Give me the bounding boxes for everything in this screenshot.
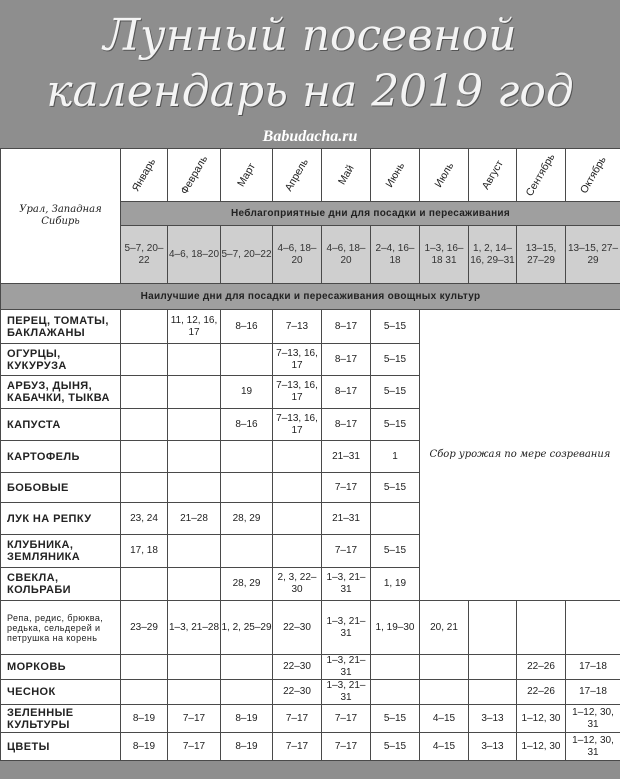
best-days-cell: 7–17 <box>322 733 371 761</box>
best-days-cell: 7–17 <box>168 705 221 733</box>
best-days-cell: 7–17 <box>273 733 322 761</box>
crop-row <box>1 680 620 705</box>
best-days-cell: 1–12, 30 <box>517 733 566 761</box>
best-days-cell: 23–29 <box>121 601 168 655</box>
best-days-cell: 1 <box>371 441 420 473</box>
crop-row <box>1 705 620 733</box>
month-header: Октябрь <box>566 149 620 202</box>
best-days-cell <box>221 473 273 503</box>
best-days-heading: Наилучшие дни для посадки и пересаживания овощных культур <box>1 284 620 310</box>
best-days-cell: 5–15 <box>371 733 420 761</box>
crop-name: ПЕРЕЦ, ТОМАТЫ, БАКЛАЖАНЫ <box>1 310 121 344</box>
unfavorable-cell: 4–6, 18–20 <box>273 226 322 284</box>
crop-name: ЦВЕТЫ <box>1 733 121 761</box>
unfavorable-heading: Неблагоприятные дни для посадки и пересаживания <box>121 202 620 226</box>
best-heading-row <box>1 284 620 310</box>
month-header: Июль <box>420 149 469 202</box>
best-days-cell <box>168 441 221 473</box>
best-days-cell <box>121 473 168 503</box>
best-days-cell: 1–12, 30, 31 <box>566 705 620 733</box>
best-days-cell: 1, 19–30 <box>371 601 420 655</box>
best-days-cell: 1–12, 30, 31 <box>566 733 620 761</box>
best-days-cell <box>371 655 420 680</box>
best-days-cell: 8–19 <box>221 733 273 761</box>
best-days-cell: 22–26 <box>517 680 566 705</box>
best-days-cell <box>168 568 221 601</box>
best-days-cell: 3–13 <box>469 733 517 761</box>
best-days-cell: 5–15 <box>371 705 420 733</box>
best-days-cell: 17–18 <box>566 680 620 705</box>
best-days-cell: 4–15 <box>420 705 469 733</box>
best-days-cell: 8–19 <box>221 705 273 733</box>
month-header: Апрель <box>273 149 322 202</box>
best-days-cell: 1–3, 21–31 <box>322 601 371 655</box>
unfavorable-cell: 13–15, 27–29 <box>566 226 620 284</box>
best-days-cell: 7–17 <box>322 535 371 568</box>
best-days-cell <box>221 680 273 705</box>
crop-row <box>1 733 620 761</box>
best-days-cell: 21–31 <box>322 503 371 535</box>
best-days-cell: 5–15 <box>371 535 420 568</box>
best-days-cell <box>221 655 273 680</box>
month-header: Январь <box>121 149 168 202</box>
best-days-cell <box>168 535 221 568</box>
best-days-cell <box>221 441 273 473</box>
best-days-cell <box>121 344 168 376</box>
best-days-cell: 8–17 <box>322 376 371 409</box>
best-days-cell <box>371 503 420 535</box>
best-days-cell <box>221 344 273 376</box>
crop-name: МОРКОВЬ <box>1 655 121 680</box>
best-days-cell: 2, 3, 22–30 <box>273 568 322 601</box>
month-header: Август <box>469 149 517 202</box>
best-days-cell: 28, 29 <box>221 503 273 535</box>
best-days-cell: 1, 2, 25–29 <box>221 601 273 655</box>
best-days-cell: 21–28 <box>168 503 221 535</box>
best-days-cell <box>420 680 469 705</box>
best-days-cell: 21–31 <box>322 441 371 473</box>
crop-name: КАРТОФЕЛЬ <box>1 441 121 473</box>
best-days-cell: 1–3, 21–31 <box>322 568 371 601</box>
best-days-cell <box>371 680 420 705</box>
best-days-cell <box>121 568 168 601</box>
month-header-row <box>1 149 620 202</box>
best-days-cell: 1, 19 <box>371 568 420 601</box>
crop-name: ОГУРЦЫ, КУКУРУЗА <box>1 344 121 376</box>
harvest-note: Сбор урожая по мере созревания <box>420 310 620 601</box>
title-line-1: Лунный посевной <box>103 10 517 61</box>
crop-name: Репа, редис, брюква, редька, сельдерей и петрушка на корень <box>1 601 121 655</box>
best-days-cell <box>420 655 469 680</box>
best-days-cell: 8–17 <box>322 344 371 376</box>
best-days-cell: 1–3, 21–28 <box>168 601 221 655</box>
best-days-cell: 17–18 <box>566 655 620 680</box>
best-days-cell: 7–13, 16, 17 <box>273 376 322 409</box>
best-days-cell <box>168 409 221 441</box>
best-days-cell <box>168 473 221 503</box>
best-days-cell: 20, 21 <box>420 601 469 655</box>
month-header: Май <box>322 149 371 202</box>
unfavorable-cell: 4–6, 18–20 <box>168 226 221 284</box>
best-days-cell: 7–13, 16, 17 <box>273 409 322 441</box>
best-days-cell <box>168 655 221 680</box>
best-days-cell: 5–15 <box>371 376 420 409</box>
site-watermark: Babudacha.ru <box>262 128 358 145</box>
best-days-cell <box>469 680 517 705</box>
best-days-cell: 8–19 <box>121 733 168 761</box>
best-days-cell <box>168 680 221 705</box>
best-days-cell <box>221 535 273 568</box>
best-days-cell: 8–17 <box>322 409 371 441</box>
best-days-cell: 1–3, 21–31 <box>322 655 371 680</box>
best-days-cell: 22–26 <box>517 655 566 680</box>
best-days-cell: 7–17 <box>322 473 371 503</box>
best-days-cell <box>168 376 221 409</box>
best-days-cell: 7–17 <box>322 705 371 733</box>
best-days-cell: 8–16 <box>221 409 273 441</box>
crop-name: ЧЕСНОК <box>1 680 121 705</box>
best-days-cell <box>121 655 168 680</box>
unfavorable-cell: 1, 2, 14–16, 29–31 <box>469 226 517 284</box>
best-days-cell: 22–30 <box>273 680 322 705</box>
crop-row <box>1 601 620 655</box>
best-days-cell: 1–3, 21–31 <box>322 680 371 705</box>
best-days-cell <box>517 601 566 655</box>
best-days-cell: 4–15 <box>420 733 469 761</box>
lunar-calendar-table <box>0 148 620 761</box>
best-days-cell <box>121 441 168 473</box>
unfavorable-cell: 5–7, 20–22 <box>221 226 273 284</box>
unfavorable-cell: 1–3, 16–18 31 <box>420 226 469 284</box>
best-days-cell: 23, 24 <box>121 503 168 535</box>
best-days-cell: 7–13 <box>273 310 322 344</box>
best-days-cell <box>273 473 322 503</box>
title-line-2: календарь на 2019 год <box>46 66 574 117</box>
best-days-cell: 8–17 <box>322 310 371 344</box>
unfavorable-cell: 4–6, 18–20 <box>322 226 371 284</box>
crop-name: ЗЕЛЕННЫЕ КУЛЬТУРЫ <box>1 705 121 733</box>
best-days-cell <box>121 376 168 409</box>
best-days-cell: 7–17 <box>168 733 221 761</box>
best-days-cell: 5–15 <box>371 473 420 503</box>
month-header: Июнь <box>371 149 420 202</box>
crop-row <box>1 655 620 680</box>
best-days-cell <box>121 409 168 441</box>
best-days-cell <box>469 601 517 655</box>
best-days-cell: 8–19 <box>121 705 168 733</box>
crop-name: КАПУСТА <box>1 409 121 441</box>
month-header: Февраль <box>168 149 221 202</box>
best-days-cell <box>273 441 322 473</box>
best-days-cell: 5–15 <box>371 409 420 441</box>
crop-name: БОБОВЫЕ <box>1 473 121 503</box>
best-days-cell: 1–12, 30 <box>517 705 566 733</box>
best-days-cell: 8–16 <box>221 310 273 344</box>
crop-name: ЛУК НА РЕПКУ <box>1 503 121 535</box>
crop-name: АРБУЗ, ДЫНЯ, КАБАЧКИ, ТЫКВА <box>1 376 121 409</box>
best-days-cell: 22–30 <box>273 601 322 655</box>
best-days-cell: 7–13, 16, 17 <box>273 344 322 376</box>
best-days-cell: 19 <box>221 376 273 409</box>
best-days-cell: 28, 29 <box>221 568 273 601</box>
unfavorable-cell: 5–7, 20–22 <box>121 226 168 284</box>
best-days-cell: 5–15 <box>371 344 420 376</box>
best-days-cell: 11, 12, 16, 17 <box>168 310 221 344</box>
best-days-cell <box>469 655 517 680</box>
unfavorable-cell: 2–4, 16–18 <box>371 226 420 284</box>
best-days-cell <box>273 503 322 535</box>
month-header: Март <box>221 149 273 202</box>
best-days-cell: 22–30 <box>273 655 322 680</box>
best-days-cell <box>168 344 221 376</box>
best-days-cell <box>273 535 322 568</box>
crop-row <box>1 310 620 344</box>
month-header: Сентябрь <box>517 149 566 202</box>
best-days-cell: 17, 18 <box>121 535 168 568</box>
best-days-cell <box>121 310 168 344</box>
best-days-cell: 7–17 <box>273 705 322 733</box>
crop-name: СВЕКЛА, КОЛЬРАБИ <box>1 568 121 601</box>
unfavorable-cell: 13–15, 27–29 <box>517 226 566 284</box>
crop-name: КЛУБНИКА, ЗЕМЛЯНИКА <box>1 535 121 568</box>
best-days-cell: 3–13 <box>469 705 517 733</box>
best-days-cell: 5–15 <box>371 310 420 344</box>
region-label: Урал, Западная Сибирь <box>1 149 121 284</box>
best-days-cell <box>566 601 620 655</box>
best-days-cell <box>121 680 168 705</box>
